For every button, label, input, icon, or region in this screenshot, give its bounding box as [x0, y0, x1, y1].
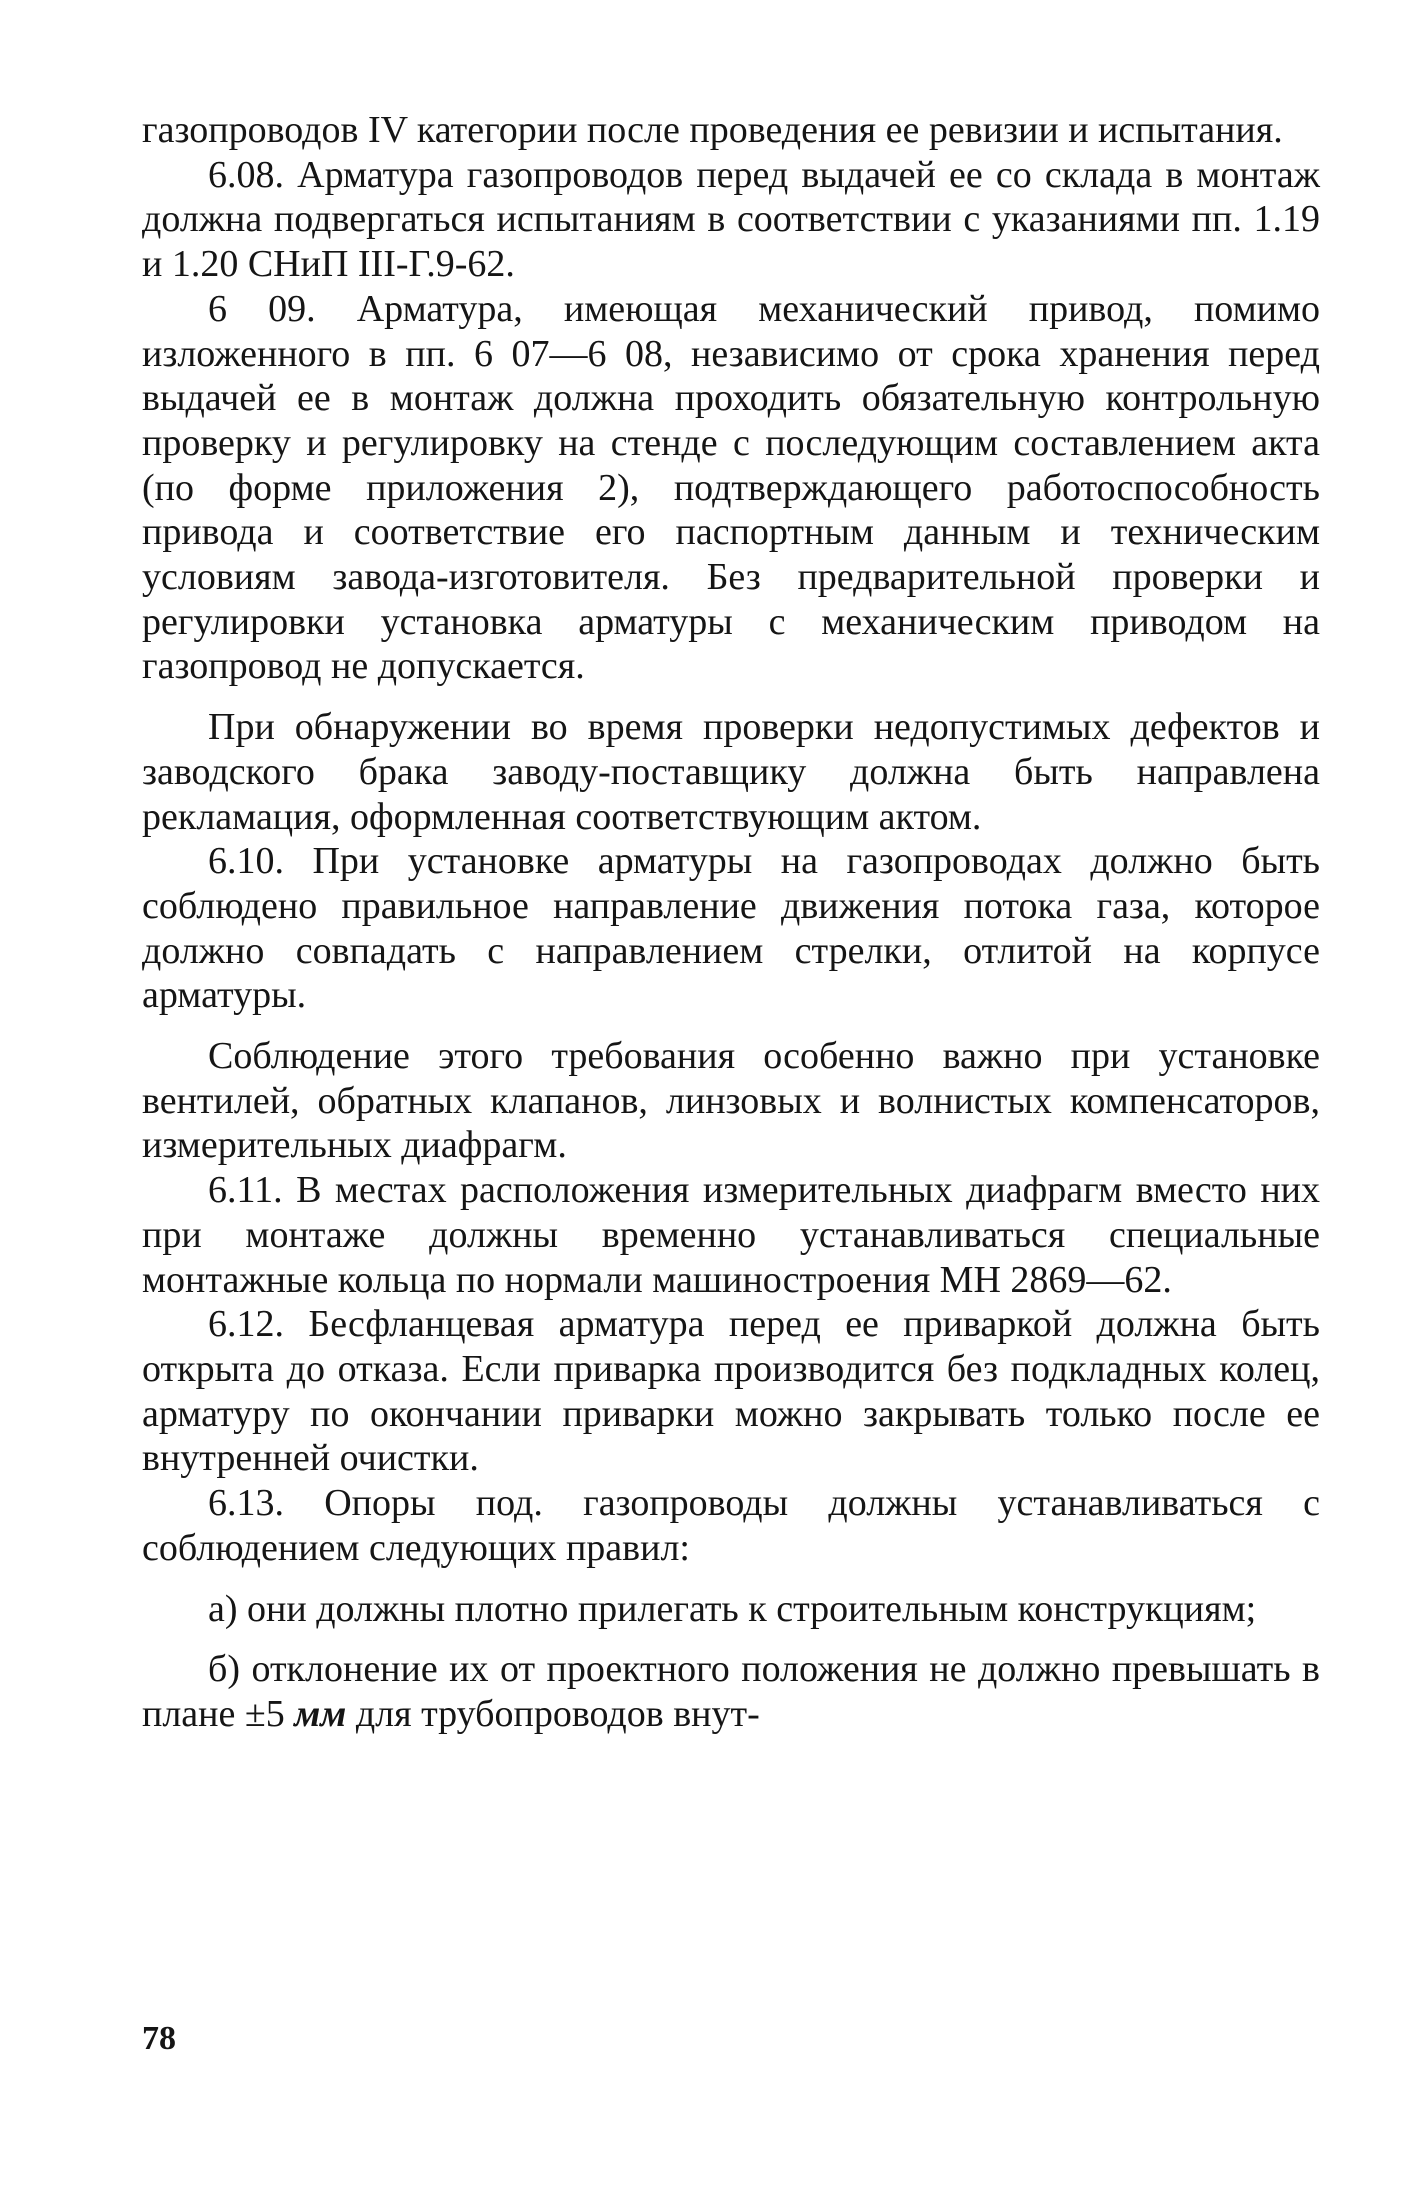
paragraph-6-09: 6 09. Арматура, имеющая механический привод, помимо изложенного в пп. 6 07—6 08, независимо от срока хранения перед выдачей ее в монтаж должна проходить обязательную контрольную проверку и регулировку на стенде с последующим составлением акта (по форме приложения 2), подтверждающего работоспособность привода и соответствие его паспортным данным и техническим условиям завода-изготовителя. Без предварительной проверки и регулировки установка арматуры с механическим приводом на газопровод не допускается.: [142, 287, 1320, 688]
paragraph-6-08: 6.08. Арматура газопроводов перед выдачей ее со склада в монтаж должна подвергаться испытаниям в соответствии с указаниями пп. 1.19 и 1.20 СНиП III-Г.9-62.: [142, 153, 1320, 286]
page-number: 78: [142, 2020, 176, 2057]
list-item-b-text: б) отклонение их от проектного положения не должно превышать в плане ±5: [142, 1648, 1320, 1735]
list-item-b-tail: для трубопроводов внут-: [355, 1692, 760, 1735]
paragraph-6-13: 6.13. Опоры под. газопроводы должны устанавливаться с соблюдением следующих правил:: [142, 1482, 1320, 1569]
paragraph-defects: При обнаружении во время проверки недопустимых дефектов и заводского брака заводу-поставщику должна быть направлена рекламация, оформленная соответствующим актом.: [142, 706, 1320, 838]
paragraph-continuation: газопроводов IV категории после проведения ее ревизии и испытания.: [142, 109, 1283, 151]
unit-mm: мм: [294, 1692, 347, 1735]
list-item-b: [142, 1647, 1320, 1736]
paragraph-6-10: 6.10. При установке арматуры на газопроводах должно быть соблюдено правильное направление движения потока газа, которое должно совпадать с направлением стрелки, отлитой на корпусе арматуры.: [142, 840, 1320, 1017]
paragraph-compliance: Соблюдение этого требования особенно важно при установке вентилей, обратных клапанов, линзовых и волнистых компенсаторов, измерительных диафрагм.: [142, 1035, 1320, 1167]
page-text: [142, 108, 1320, 1737]
paragraph-6-12: 6.12. Бесфланцевая арматура перед ее приваркой должна быть открыта до отказа. Если приварка производится без подкладных колец, арматуру по окончании приварки можно закрывать только после ее внутренней очистки.: [142, 1303, 1320, 1480]
paragraph-6-11: 6.11. В местах расположения измерительных диафрагм вместо них при монтаже должны временно устанавливаться специальные монтажные кольца по нормали машиностроения МН 2869—62.: [142, 1169, 1320, 1301]
list-item-a: а) они должны плотно прилегать к строительным конструкциям;: [208, 1587, 1257, 1630]
